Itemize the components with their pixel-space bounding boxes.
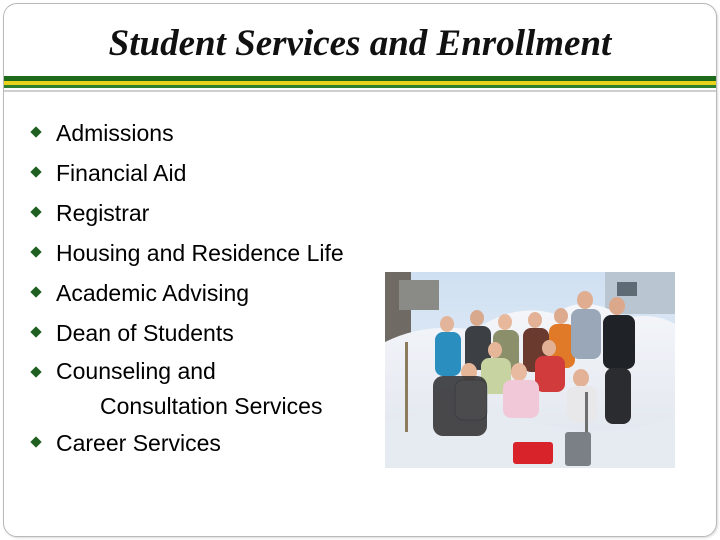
bullet-item bbox=[28, 314, 344, 354]
diamond-bullet-icon bbox=[30, 326, 41, 337]
diamond-bullet-icon bbox=[30, 246, 41, 257]
diamond-bullet-icon bbox=[30, 206, 41, 217]
bullet-label: Admissions bbox=[56, 120, 174, 146]
bullet-label: Registrar bbox=[56, 200, 150, 226]
slide-title: Student Services and Enrollment bbox=[108, 23, 612, 64]
slide bbox=[3, 3, 717, 537]
bullet-label: Housing and Residence Life bbox=[56, 240, 344, 266]
bullet-label: Financial Aid bbox=[56, 160, 187, 186]
bullet-label: Academic Advising bbox=[56, 280, 250, 306]
diamond-bullet-icon bbox=[30, 366, 41, 377]
bullet-item bbox=[28, 234, 344, 274]
bullet-item bbox=[28, 354, 344, 424]
bullet-list bbox=[28, 114, 344, 464]
group-photo-snow-icon bbox=[385, 272, 675, 468]
diamond-bullet-icon bbox=[30, 436, 41, 447]
bullet-label: Career Services bbox=[56, 430, 221, 456]
diamond-bullet-icon bbox=[30, 166, 41, 177]
bullet-label-continuation: Consultation Services bbox=[100, 393, 323, 419]
bullet-item bbox=[28, 274, 344, 314]
bullet-label: Counseling and bbox=[56, 358, 216, 384]
bullet-item bbox=[28, 424, 344, 464]
bullet-label: Dean of Students bbox=[56, 320, 234, 346]
title-divider-green-lower bbox=[4, 85, 716, 88]
diamond-bullet-icon bbox=[30, 126, 41, 137]
diamond-bullet-icon bbox=[30, 286, 41, 297]
group-photo bbox=[385, 272, 675, 468]
title-divider-shadow bbox=[4, 90, 716, 92]
bullet-item bbox=[28, 154, 344, 194]
bullet-item bbox=[28, 114, 344, 154]
bullet-item bbox=[28, 194, 344, 234]
